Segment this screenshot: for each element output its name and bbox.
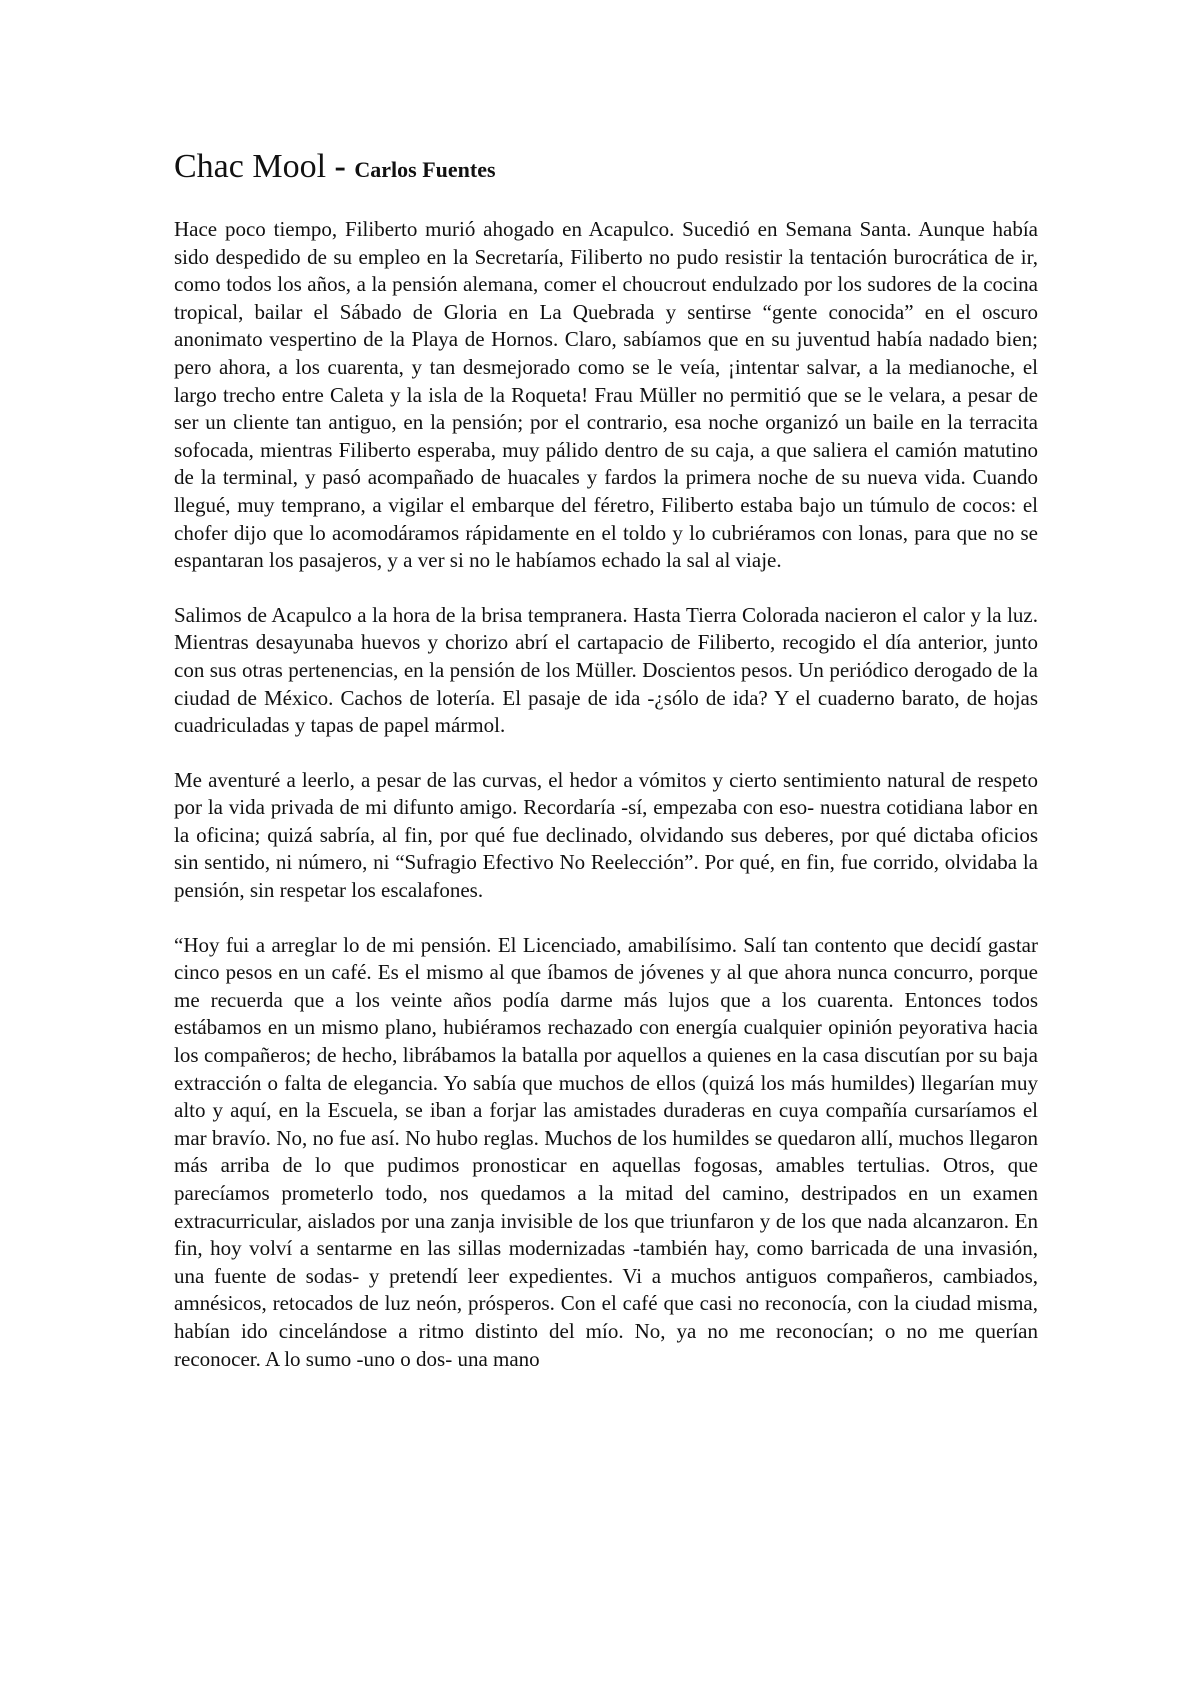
paragraph-1: Hace poco tiempo, Filiberto murió ahogado en Acapulco. Sucedió en Semana Santa. Aunque había sido despedido de su empleo en la Secretaría, Filiberto no pudo resistir la tentación burocrática de ir, como todos los años, a la pensión alemana, comer el choucrout endulzado por los sudores de la cocina tropical, bailar el Sábado de Gloria en La Quebrada y sentirse “gente conocida” en el oscuro anonimato vespertino de la Playa de Hornos. Claro, sabíamos que en su juventud había nadado bien; pero ahora, a los cuarenta, y tan desmejorado como se le veía, ¡intentar salvar, a la medianoche, el largo trecho entre Caleta y la isla de la Roqueta! Frau Müller no permitió que se le velara, a pesar de ser un cliente tan antiguo, en la pensión; por el contrario, esa noche organizó un baile en la terracita sofocada, mientras Filiberto esperaba, muy pálido dentro de su caja, a que saliera el camión matutino de la terminal, y pasó acompañado de huacales y fardos la primera noche de su nueva vida. Cuando llegué, muy temprano, a vigilar el embarque del féretro, Filiberto estaba bajo un túmulo de cocos: el chofer dijo que lo acomodáramos rápidamente en el toldo y lo cubriéramos con lonas, para que no se espantaran los pasajeros, y a ver si no le habíamos echado la sal al viaje. [174, 217, 1038, 573]
paragraph-2: Salimos de Acapulco a la hora de la brisa tempranera. Hasta Tierra Colorada nacieron el calor y la luz. Mientras desayunaba huevos y chorizo abrí el cartapacio de Filiberto, recogido el día anterior, junto con sus otras pertenencias, en la pensión de los Müller. Doscientos pesos. Un periódico derogado de la ciudad de México. Cachos de lotería. El pasaje de ida -¿sólo de ida? Y el cuaderno barato, de hojas cuadriculadas y tapas de papel mármol. [174, 602, 1038, 738]
author-name: Carlos Fuentes [354, 157, 496, 182]
story-title: Chac Mool [174, 148, 327, 185]
page-title [174, 146, 1038, 190]
document-body [174, 146, 1038, 1373]
paragraph-4: “Hoy fui a arreglar lo de mi pensión. El Licenciado, amabilísimo. Salí tan contento que decidí gastar cinco pesos en un café. Es el mismo al que íbamos de jóvenes y al que ahora nunca concurro, porque me recuerda que a los veinte años podía darme más lujos que a los cuarenta. Entonces todos estábamos en un mismo plano, hubiéramos rechazado con energía cualquier opinión peyorativa hacia los compañeros; de hecho, librábamos la batalla por aquellos a quienes en la casa discutían por su baja extracción o falta de elegancia. Yo sabía que muchos de ellos (quizá los más humildes) llegarían muy alto y aquí, en la Escuela, se iban a forjar las amistades duraderas en cuya compañía cursaríamos el mar bravío. No, no fue así. No hubo reglas. Muchos de los humildes se quedaron allí, muchos llegaron más arriba de lo que pudimos pronosticar en aquellas fogosas, amables tertulias. Otros, que parecíamos prometerlo todo, nos quedamos a la mitad del camino, destripados en un examen extracurricular, aislados por una zanja invisible de los que triunfaron y de los que nada alcanzaron. En fin, hoy volví a sentarme en las sillas modernizadas -también hay, como barricada de una invasión, una fuente de sodas- y pretendí leer expedientes. Vi a muchos antiguos compañeros, cambiados, amnésicos, retocados de luz neón, prósperos. Con el café que casi no reconocía, con la ciudad misma, habían ido cincelándose a ritmo distinto del mío. No, ya no me reconocían; o no me querían reconocer. A lo sumo -uno o dos- una mano [174, 932, 1038, 1371]
title-separator: - [326, 148, 355, 185]
paragraph-3: Me aventuré a leerlo, a pesar de las curvas, el hedor a vómitos y cierto sentimiento natural de respeto por la vida privada de mi difunto amigo. Recordaría -sí, empezaba con eso- nuestra cotidiana labor en la oficina; quizá sabría, al fin, por qué fue declinado, olvidando sus deberes, por qué dictaba oficios sin sentido, ni número, ni “Sufragio Efectivo No Reelección”. Por qué, en fin, fue corrido, olvidaba la pensión, sin respetar los escalafones. [174, 767, 1038, 903]
